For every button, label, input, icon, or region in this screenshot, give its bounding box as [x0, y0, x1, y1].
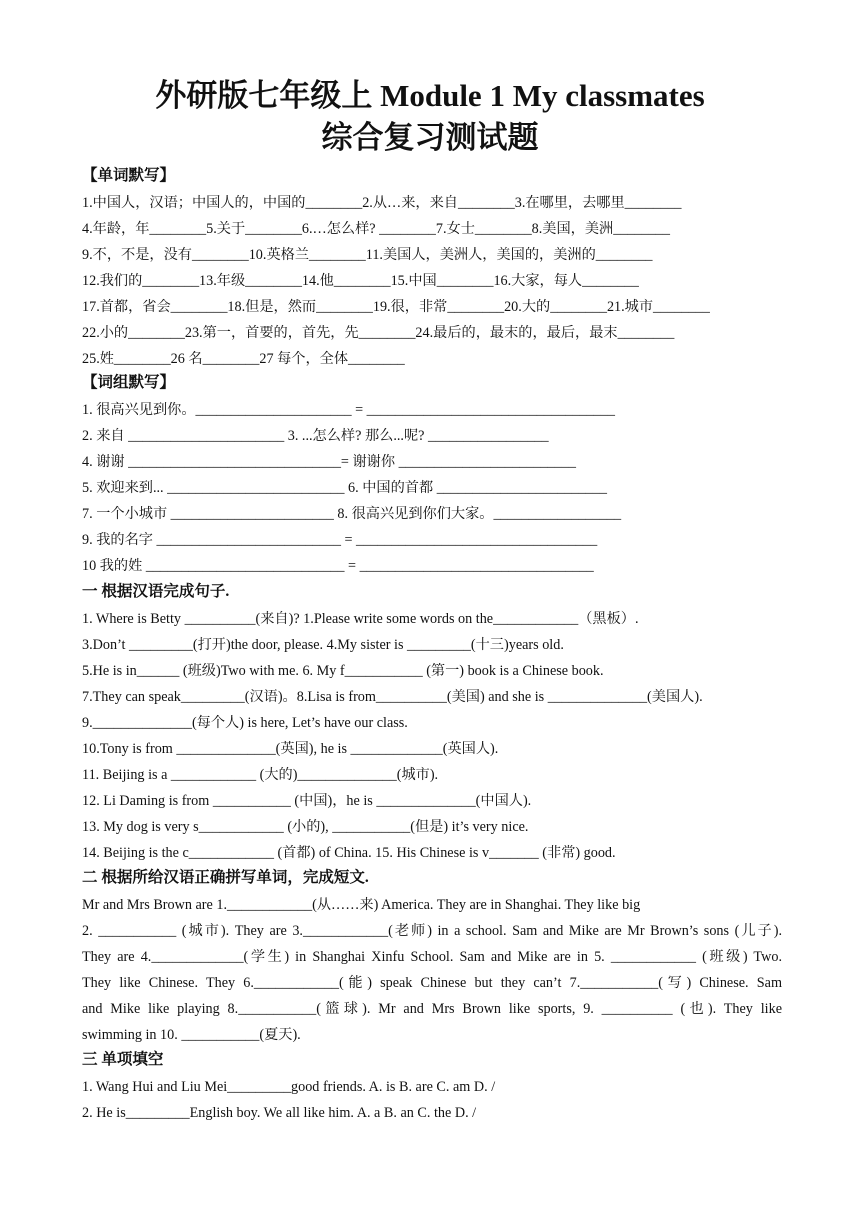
- text-line: 10 我的姓 ____________________________ = _________________________________: [82, 558, 594, 574]
- section-heading-1: 一 根据汉语完成句子.: [82, 583, 230, 600]
- text-line: 7. 一个小城市 _______________________ 8. 很高兴见到你们大家。__________________: [82, 506, 622, 522]
- section-heading-2: 二 根据所给汉语正确拼写单词，完成短文.: [82, 869, 369, 886]
- section-heading-word-dictation: 【单词默写】: [82, 167, 176, 184]
- text-line: 12. Li Daming is from ___________ (中国)，he is ______________(中国人).: [82, 793, 532, 809]
- text-line: and Mike like playing 8.___________(篮球). Mr and Mrs Brown like sports, 9. __________ (也). They like: [82, 1001, 782, 1017]
- text-line: 1. Wang Hui and Liu Mei_________good friends. A. is B. are C. am D. /: [82, 1079, 496, 1095]
- text-line: 2. He is_________English boy. We all like him. A. a B. an C. the D. /: [82, 1105, 477, 1121]
- text-line: 3.Don’t _________(打开)the door, please. 4.My sister is _________(十三)years old.: [82, 637, 564, 653]
- text-line: 2. ___________ (城市). They are 3.____________(老师) in a school. Sam and Mike are Mr Brown’s sons (儿子).: [82, 923, 782, 939]
- text-line: 10.Tony is from ______________(英国), he is _____________(英国人).: [82, 741, 499, 757]
- text-line: 25.姓________26 名________27 每个，全体________: [82, 351, 405, 367]
- text-line: 4.年龄，年________5.关于________6.…怎么样? ________7.女士________8.美国，美洲________: [82, 221, 670, 237]
- text-line: swimming in 10. ___________(夏天).: [82, 1027, 301, 1043]
- text-line: 17.首都，省会________18.但是，然而________19.很，非常________20.大的________21.城市________: [82, 299, 710, 315]
- section-heading-phrase-dictation: 【词组默写】: [82, 374, 176, 391]
- text-line: 9.______________(每个人) is here, Let’s have our class.: [82, 715, 408, 731]
- section-heading-3: 三 单项填空: [82, 1051, 164, 1068]
- text-line: 1. 很高兴见到你。______________________ = ___________________________________: [82, 402, 615, 418]
- text-line: 1. Where is Betty __________(来自)? 1.Please write some words on the____________（黑板）.: [82, 611, 639, 627]
- text-line: 5. 欢迎来到... _________________________ 6. 中国的首都 ________________________: [82, 480, 607, 496]
- text-line: 1.中国人，汉语；中国人的，中国的________2.从…来，来自________3.在哪里，去哪里________: [82, 195, 682, 211]
- text-line: 22.小的________23.第一，首要的，首先，先________24.最后的，最末的，最后，最末________: [82, 325, 675, 341]
- text-line: 7.They can speak_________(汉语)。8.Lisa is from__________(美国) and she is ______________(美国人).: [82, 689, 703, 705]
- page-subtitle: 综合复习测试题: [321, 120, 539, 155]
- text-line: Mr and Mrs Brown are 1.____________(从……来) America. They are in Shanghai. They like big: [82, 897, 641, 913]
- text-line: 2. 来自 ______________________ 3. ...怎么样? 那么...呢? _________________: [82, 428, 549, 444]
- page-title: 外研版七年级上 Module 1 My classmates: [155, 78, 705, 113]
- text-line: 12.我们的________13.年级________14.他________15.中国________16.大家，每人________: [82, 273, 639, 289]
- text-line: They like Chinese. They 6.____________(能) speak Chinese but they can’t 7.___________(写) Chinese. Sam: [82, 975, 782, 991]
- text-line: 14. Beijing is the c____________ (首都) of China. 15. His Chinese is v_______ (非常) good.: [82, 845, 616, 861]
- text-line: 13. My dog is very s____________ (小的), ___________(但是) it’s very nice.: [82, 819, 529, 835]
- text-line: 9.不，不是，没有________10.英格兰________11.美国人，美洲人，美国的，美洲的________: [82, 247, 653, 263]
- text-line: 4. 谢谢 ______________________________= 谢谢你 _________________________: [82, 454, 576, 470]
- text-line: 11. Beijing is a ____________ (大的)______________(城市).: [82, 767, 439, 783]
- text-line: 5.He is in______ (班级)Two with me. 6. My f___________ (第一) book is a Chinese book.: [82, 663, 604, 679]
- text-line: They are 4._____________(学生) in Shanghai Xinfu School. Sam and Mike are in 5. ____________ (班级) Two.: [82, 949, 782, 965]
- text-line: 9. 我的名字 __________________________ = __________________________________: [82, 532, 598, 548]
